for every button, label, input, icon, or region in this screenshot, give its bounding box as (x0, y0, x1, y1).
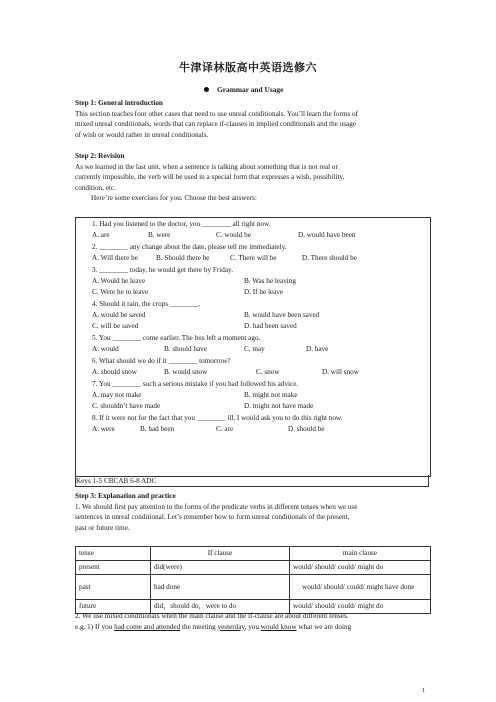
table-row (76, 561, 431, 575)
question-3: 3. ________ today, he would get there by Friday. (92, 266, 233, 274)
bullet-icon (204, 87, 209, 92)
step3-section (75, 491, 431, 533)
question-7: 7. You ________ such a serious mistake if you had followed his advice. (92, 380, 299, 388)
step1-heading: Step 1: General introduction (75, 99, 163, 107)
table-cell: would/ should/ could/ might do (290, 600, 431, 614)
table-row (76, 575, 431, 600)
step2-intro: Here’re some exercises for you. Choose the best answers: (91, 194, 257, 203)
table-cell: did(were) (151, 561, 290, 575)
exercise-box: 1. Had you listened to the doctor, you ________ all right now. A. are B. were C. would be D. would have been 2. ________ any change about the date, please tell me immediately. A. Will there be B. Should there be C. There will be D. There should be 3. ________ today, he would get there by Friday. A. Would he leave B. Was he leaving C. Were he to leave D. If he leave 4. Should it rain, the crops ________. A. would be saved B. would have been saved C. will be saved D. had been saved 5. You ________ come earlier. The bus left a moment ago. A. would B. should have C. may D. have 6. What should we do if it ________ tomorrow? A. should snow B. would snow C. snow D. will snow 7. You ________ such a serious mistake if you had followed his advice. A. may not make B. might not make C. shouldn’t have made D. might not have made 8. If it were not for the fact that you ________ ill, I would ask you to do this right now. A. were B. had been C. are D. should be (75, 217, 431, 477)
answer-keys: Keys 1-5 CBCAB 6-8 ADC (75, 475, 429, 487)
example-sentence: e.g. 1) If you had come and attended the meeting yesterday, you would know what we are doing (75, 622, 352, 631)
question-2: 2. ________ any change about the date, please tell me immediately. (92, 243, 287, 251)
table-header-cell: If clause (151, 547, 290, 561)
document-title: 牛津译林版高中英语选修六 (179, 61, 317, 74)
table-header-cell: main clause (290, 547, 431, 561)
question-6: 6. What should we do if it ________ tomorrow? (92, 357, 231, 365)
step3-heading: Step 3: Explanation and practice (75, 492, 176, 500)
table-cell: would/ should/ could/ might do (290, 561, 431, 575)
question-1: 1. Had you listened to the doctor, you ________ all right now. (92, 220, 271, 228)
page-number: 1 (422, 687, 426, 694)
step1-line: mixed unreal conditionals, words that can replace if-clauses in implied conditionals and the usage (75, 120, 357, 129)
table-header-cell: tense (76, 547, 151, 561)
section-label: Grammar and Usage (204, 85, 283, 96)
step2-heading: Step 2: Revision (75, 152, 125, 160)
step1-line: of wish or would rather in unreal conditionals. (75, 130, 209, 139)
step2-line: condition, etc. (75, 183, 116, 192)
table-cell: had done (151, 575, 290, 600)
table-cell: past (76, 575, 151, 600)
step1-line: This section teaches four other cases that need to use unreal conditionals. You’ll learn the forms of (75, 109, 359, 118)
step2-section (75, 151, 431, 204)
step2-line: currently impossible, the verb will be used in a special form that expresses a wish, possibility, (75, 173, 345, 182)
step3-line: sentences in unreal conditional. Let’s remember how to form unreal conditionals of the present, (75, 513, 350, 522)
step1-section (75, 98, 431, 140)
table-cell: present (76, 561, 151, 575)
explanation-section (75, 611, 431, 632)
step3-line: 1. We should first pay attention to the forms of the predicate verbs in different tenses when we use (75, 502, 358, 511)
table-cell: did，should do，were to do (151, 600, 290, 614)
question-5: 5. You ________ come earlier. The bus left a moment ago. (92, 334, 261, 342)
conditional-forms-table (75, 546, 431, 614)
step3-line: past or future time. (75, 523, 130, 532)
point-2-text: 2. We use mixed conditionals when the main clause and the if-clause are about different tenses. (75, 612, 349, 620)
table-cell: future (76, 600, 151, 614)
table-header-row (76, 547, 431, 561)
table-cell: would/ should/ could/ might have done (290, 575, 431, 600)
question-8: 8. If it were not for the fact that you ________ ill, I would ask you to do this right now. (92, 414, 343, 422)
step2-line: As we learned in the last unit, when a sentence is talking about something that is not real or (75, 162, 338, 171)
question-4: 4. Should it rain, the crops ________. (92, 300, 201, 308)
